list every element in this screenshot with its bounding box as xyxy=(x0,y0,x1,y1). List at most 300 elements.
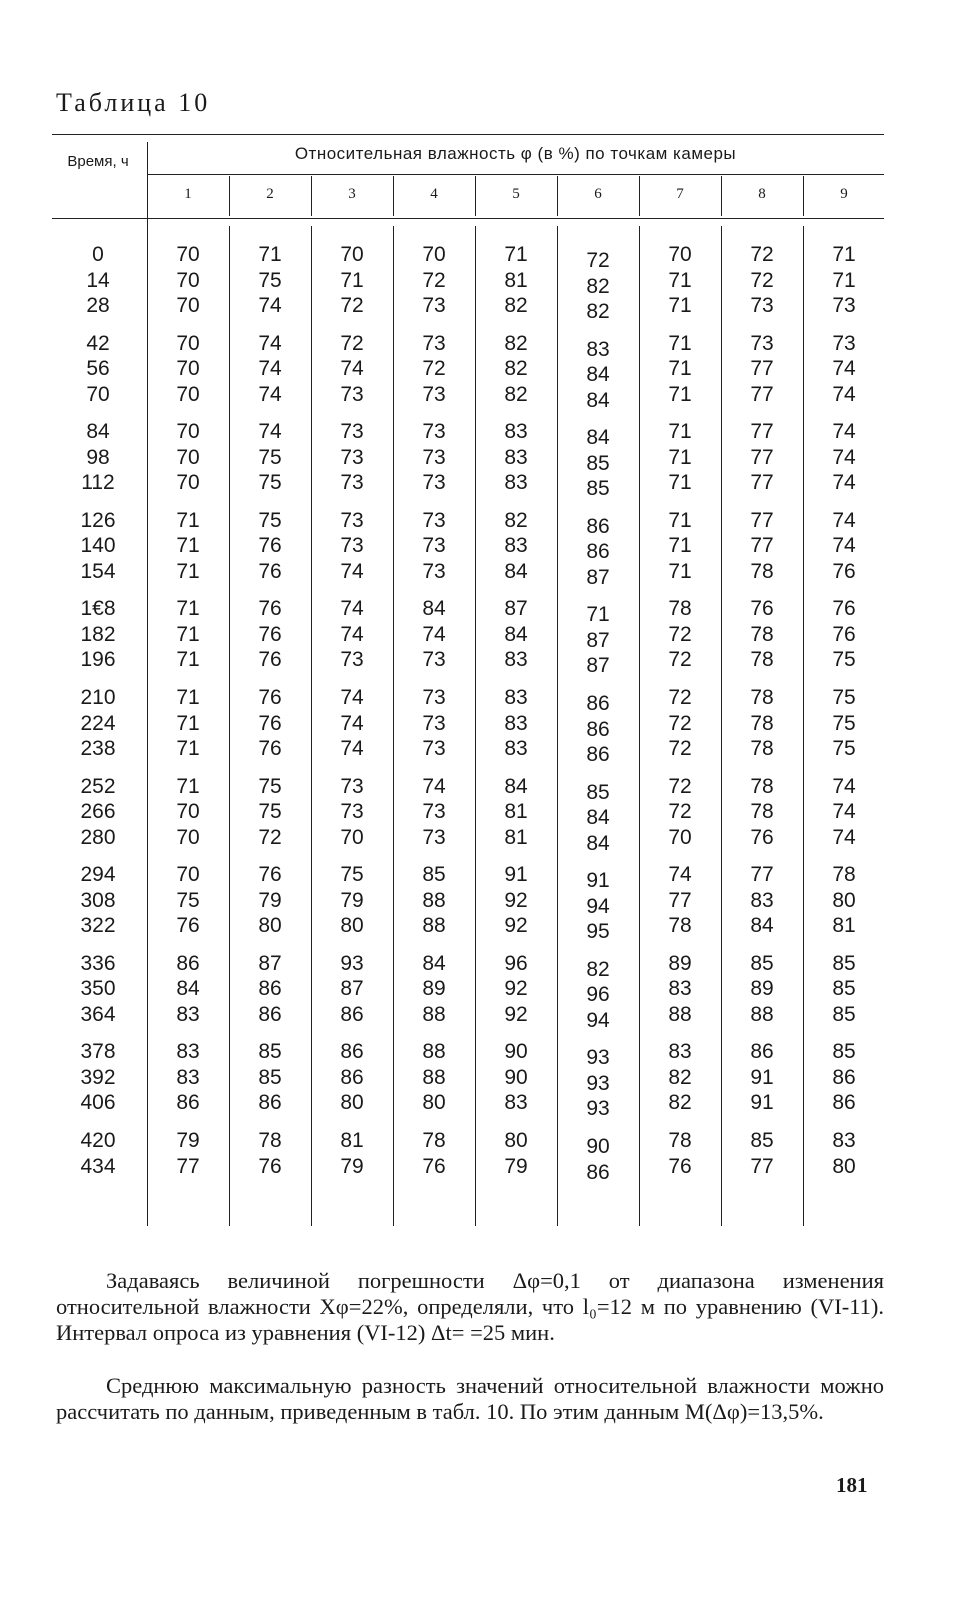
humidity-cell: 76 xyxy=(422,1154,446,1178)
humidity-cell: 86 xyxy=(258,977,282,1001)
humidity-cell: 84 xyxy=(422,597,446,621)
humidity-cell: 86 xyxy=(586,743,610,766)
time-cell: 1€8 xyxy=(80,597,116,621)
humidity-cell: 86 xyxy=(586,514,610,538)
humidity-cell: 71 xyxy=(586,603,610,627)
humidity-cell: 76 xyxy=(258,648,282,672)
humidity-cell: 74 xyxy=(340,686,364,709)
humidity-cell: 76 xyxy=(832,622,856,646)
humidity-cell: 83 xyxy=(504,648,528,672)
humidity-cell: 85 xyxy=(750,1129,774,1152)
time-cell: 308 xyxy=(80,888,116,912)
column-divider xyxy=(393,176,394,216)
humidity-cell: 93 xyxy=(586,1046,610,1070)
humidity-cell: 83 xyxy=(668,1040,692,1064)
humidity-cell: 77 xyxy=(750,357,774,381)
humidity-cell: 78 xyxy=(750,559,774,583)
humidity-cell: 94 xyxy=(586,1008,610,1032)
humidity-cell: 78 xyxy=(668,1129,692,1152)
humidity-cell: 70 xyxy=(176,382,200,406)
humidity-cell: 74 xyxy=(340,711,364,735)
humidity-cell: 78 xyxy=(668,597,692,621)
humidity-cell: 76 xyxy=(750,825,774,849)
humidity-cell: 86 xyxy=(586,1160,610,1184)
humidity-cell: 74 xyxy=(340,622,364,646)
time-cell: 70 xyxy=(86,382,110,406)
humidity-cell: 74 xyxy=(832,420,856,444)
humidity-cell: 70 xyxy=(422,243,446,266)
humidity-cell: 70 xyxy=(176,825,200,849)
humidity-cell: 74 xyxy=(340,559,364,583)
time-cell: 266 xyxy=(80,800,116,824)
humidity-cell: 79 xyxy=(504,1154,528,1178)
time-cell: 392 xyxy=(80,1065,116,1089)
humidity-cell: 73 xyxy=(422,534,446,558)
humidity-cell: 83 xyxy=(504,471,528,495)
humidity-cell: 74 xyxy=(832,774,856,798)
time-cell: 0 xyxy=(92,243,104,266)
humidity-cell: 73 xyxy=(422,445,446,469)
humidity-cell: 73 xyxy=(750,331,774,355)
humidity-cell: 70 xyxy=(340,243,364,266)
humidity-cell: 76 xyxy=(832,597,856,621)
humidity-cell: 86 xyxy=(258,1091,282,1115)
humidity-group-header: Относительная влажность φ (в %) по точкам камеры xyxy=(294,144,737,163)
humidity-cell: 86 xyxy=(586,540,610,564)
humidity-cell: 76 xyxy=(750,597,774,621)
humidity-cell: 88 xyxy=(422,1065,446,1089)
humidity-cell: 71 xyxy=(668,420,692,444)
humidity-cell: 78 xyxy=(750,711,774,735)
humidity-cell: 71 xyxy=(176,597,200,621)
humidity-cell: 89 xyxy=(750,977,774,1001)
humidity-cell: 82 xyxy=(504,508,528,532)
time-column-header: Время, ч xyxy=(67,153,129,170)
humidity-cell: 90 xyxy=(504,1040,528,1064)
humidity-cell: 72 xyxy=(668,686,692,709)
time-cell: 238 xyxy=(80,737,116,760)
humidity-cell: 75 xyxy=(258,800,282,824)
humidity-cell: 85 xyxy=(258,1065,282,1089)
humidity-cell: 78 xyxy=(750,774,774,798)
time-cell: 42 xyxy=(86,331,110,355)
humidity-cell: 74 xyxy=(340,737,364,760)
humidity-cell: 71 xyxy=(176,648,200,672)
table-caption: Таблица 10 xyxy=(56,88,211,117)
humidity-cell: 78 xyxy=(750,737,774,760)
humidity-cell: 86 xyxy=(832,1065,856,1089)
humidity-cell: 78 xyxy=(832,863,856,887)
humidity-cell: 77 xyxy=(750,471,774,495)
humidity-cell: 83 xyxy=(504,534,528,558)
humidity-cell: 71 xyxy=(340,268,364,292)
humidity-cell: 75 xyxy=(832,648,856,672)
time-cell: 56 xyxy=(86,357,110,381)
humidity-cell: 94 xyxy=(586,894,610,918)
column-number: 5 xyxy=(512,186,520,202)
humidity-cell: 71 xyxy=(176,711,200,735)
humidity-cell: 80 xyxy=(340,914,364,938)
humidity-cell: 72 xyxy=(750,268,774,292)
humidity-cell: 72 xyxy=(668,800,692,824)
time-cell: 182 xyxy=(80,622,116,646)
humidity-cell: 84 xyxy=(504,622,528,646)
humidity-cell: 83 xyxy=(586,337,610,361)
humidity-cell: 77 xyxy=(750,508,774,532)
humidity-cell: 87 xyxy=(586,654,610,678)
humidity-cell: 86 xyxy=(832,1091,856,1115)
column-divider xyxy=(557,176,558,216)
humidity-cell: 89 xyxy=(422,977,446,1001)
humidity-cell: 70 xyxy=(176,420,200,444)
humidity-cell: 92 xyxy=(504,1002,528,1026)
humidity-cell: 73 xyxy=(422,382,446,406)
time-cell: 350 xyxy=(80,977,116,1001)
humidity-cell: 75 xyxy=(258,774,282,798)
time-cell: 322 xyxy=(80,914,116,938)
humidity-cell: 91 xyxy=(586,869,610,893)
humidity-cell: 78 xyxy=(258,1129,282,1152)
humidity-cell: 84 xyxy=(586,806,610,830)
humidity-cell: 74 xyxy=(258,357,282,381)
humidity-cell: 85 xyxy=(586,477,610,501)
humidity-cell: 77 xyxy=(750,420,774,444)
humidity-cell: 80 xyxy=(832,1154,856,1178)
column-divider xyxy=(639,176,640,216)
humidity-cell: 73 xyxy=(340,382,364,406)
humidity-cell: 83 xyxy=(832,1129,856,1152)
humidity-cell: 70 xyxy=(176,800,200,824)
humidity-cell: 87 xyxy=(586,628,610,652)
time-cell: 420 xyxy=(80,1129,116,1152)
column-number: 8 xyxy=(758,186,766,202)
humidity-cell: 78 xyxy=(750,622,774,646)
time-cell: 434 xyxy=(80,1154,116,1178)
humidity-cell: 82 xyxy=(668,1091,692,1115)
humidity-cell: 71 xyxy=(668,382,692,406)
humidity-cell: 87 xyxy=(586,565,610,589)
humidity-cell: 82 xyxy=(586,957,610,981)
humidity-cell: 88 xyxy=(422,914,446,938)
humidity-cell: 77 xyxy=(750,534,774,558)
humidity-cell: 80 xyxy=(504,1129,528,1152)
humidity-cell: 71 xyxy=(668,471,692,495)
humidity-cell: 70 xyxy=(176,243,200,266)
humidity-cell: 83 xyxy=(504,686,528,709)
column-divider xyxy=(803,176,804,216)
humidity-cell: 73 xyxy=(340,534,364,558)
humidity-cell: 73 xyxy=(340,471,364,495)
humidity-cell: 73 xyxy=(422,648,446,672)
humidity-cell: 70 xyxy=(176,357,200,381)
humidity-cell: 75 xyxy=(832,711,856,735)
humidity-cell: 72 xyxy=(258,825,282,849)
humidity-cell: 85 xyxy=(750,951,774,975)
page-number: 181 xyxy=(836,1473,868,1497)
humidity-cell: 73 xyxy=(750,294,774,317)
table-top-rule xyxy=(52,134,884,135)
humidity-cell: 77 xyxy=(176,1154,200,1178)
humidity-cell: 79 xyxy=(340,1154,364,1178)
humidity-cell: 73 xyxy=(422,800,446,824)
humidity-cell: 80 xyxy=(340,1091,364,1115)
humidity-cell: 74 xyxy=(340,357,364,381)
humidity-cell: 85 xyxy=(832,1040,856,1064)
humidity-cell: 90 xyxy=(586,1135,610,1158)
humidity-cell: 71 xyxy=(832,268,856,292)
humidity-cell: 71 xyxy=(668,559,692,583)
humidity-cell: 86 xyxy=(258,1002,282,1026)
humidity-cell: 84 xyxy=(586,831,610,855)
humidity-cell: 74 xyxy=(832,508,856,532)
humidity-cell: 74 xyxy=(668,863,692,887)
humidity-cell: 76 xyxy=(258,534,282,558)
humidity-cell: 86 xyxy=(586,692,610,715)
humidity-cell: 79 xyxy=(176,1129,200,1152)
humidity-cell: 86 xyxy=(586,717,610,741)
humidity-cell: 75 xyxy=(258,508,282,532)
humidity-cell: 87 xyxy=(340,977,364,1001)
humidity-cell: 96 xyxy=(586,983,610,1007)
column-divider xyxy=(311,176,312,216)
humidity-cell: 72 xyxy=(422,268,446,292)
humidity-cell: 74 xyxy=(340,597,364,621)
humidity-cell: 75 xyxy=(258,268,282,292)
time-cell: 154 xyxy=(80,559,116,583)
time-cell: 140 xyxy=(80,534,116,558)
humidity-cell: 81 xyxy=(340,1129,364,1152)
humidity-cell: 92 xyxy=(504,888,528,912)
humidity-cell: 78 xyxy=(422,1129,446,1152)
humidity-cell: 88 xyxy=(422,1002,446,1026)
humidity-cell: 71 xyxy=(176,774,200,798)
humidity-cell: 91 xyxy=(750,1091,774,1115)
humidity-cell: 73 xyxy=(422,737,446,760)
subheader-rule xyxy=(147,174,884,175)
humidity-cell: 86 xyxy=(340,1040,364,1064)
humidity-cell: 82 xyxy=(586,300,610,323)
humidity-cell: 73 xyxy=(340,445,364,469)
column-divider xyxy=(229,176,230,216)
humidity-cell: 75 xyxy=(176,888,200,912)
humidity-cell: 81 xyxy=(504,800,528,824)
time-cell: 196 xyxy=(80,648,116,672)
humidity-cell: 84 xyxy=(504,559,528,583)
humidity-cell: 74 xyxy=(832,825,856,849)
humidity-cell: 73 xyxy=(832,294,856,317)
humidity-cell: 73 xyxy=(422,508,446,532)
humidity-cell: 93 xyxy=(340,951,364,975)
column-number: 2 xyxy=(266,186,274,202)
column-divider xyxy=(475,176,476,216)
humidity-cell: 70 xyxy=(340,825,364,849)
humidity-cell: 87 xyxy=(504,597,528,621)
humidity-cell: 81 xyxy=(832,914,856,938)
humidity-cell: 74 xyxy=(258,294,282,317)
time-cell: 210 xyxy=(80,686,116,709)
time-cell: 364 xyxy=(80,1002,116,1026)
humidity-cell: 85 xyxy=(586,451,610,475)
humidity-cell: 93 xyxy=(586,1097,610,1121)
humidity-cell: 76 xyxy=(258,1154,282,1178)
humidity-cell: 82 xyxy=(668,1065,692,1089)
humidity-cell: 74 xyxy=(258,420,282,444)
humidity-cell: 70 xyxy=(176,863,200,887)
humidity-cell: 82 xyxy=(586,274,610,298)
humidity-cell: 71 xyxy=(832,243,856,266)
header-bottom-rule xyxy=(52,218,884,219)
time-cell: 28 xyxy=(86,294,110,317)
humidity-cell: 73 xyxy=(422,711,446,735)
humidity-cell: 83 xyxy=(504,420,528,444)
time-cell: 280 xyxy=(80,825,116,849)
humidity-cell: 89 xyxy=(668,951,692,975)
humidity-cell: 73 xyxy=(832,331,856,355)
humidity-cell: 73 xyxy=(340,648,364,672)
humidity-cell: 85 xyxy=(422,863,446,887)
humidity-cell: 80 xyxy=(422,1091,446,1115)
humidity-cell: 71 xyxy=(668,294,692,317)
humidity-cell: 84 xyxy=(422,951,446,975)
humidity-cell: 92 xyxy=(504,914,528,938)
humidity-cell: 77 xyxy=(668,888,692,912)
humidity-cell: 88 xyxy=(422,888,446,912)
humidity-cell: 76 xyxy=(176,914,200,938)
humidity-cell: 73 xyxy=(422,825,446,849)
humidity-cell: 83 xyxy=(176,1002,200,1026)
humidity-cell: 75 xyxy=(258,445,282,469)
humidity-cell: 70 xyxy=(176,471,200,495)
humidity-cell: 73 xyxy=(340,774,364,798)
humidity-cell: 72 xyxy=(340,294,364,317)
humidity-cell: 70 xyxy=(176,294,200,317)
humidity-cell: 83 xyxy=(668,977,692,1001)
time-cell: 98 xyxy=(86,445,110,469)
column-number: 1 xyxy=(184,186,192,202)
humidity-cell: 74 xyxy=(422,622,446,646)
humidity-cell: 74 xyxy=(258,331,282,355)
humidity-cell: 77 xyxy=(750,1154,774,1178)
humidity-cell: 71 xyxy=(176,508,200,532)
humidity-cell: 78 xyxy=(668,914,692,938)
time-cell: 112 xyxy=(81,471,115,495)
humidity-cell: 75 xyxy=(832,686,856,709)
time-cell: 126 xyxy=(80,508,116,532)
humidity-cell: 72 xyxy=(422,357,446,381)
humidity-cell: 75 xyxy=(258,471,282,495)
humidity-cell: 91 xyxy=(504,863,528,887)
humidity-cell: 72 xyxy=(586,249,610,272)
humidity-cell: 86 xyxy=(176,1091,200,1115)
humidity-cell: 72 xyxy=(668,622,692,646)
humidity-cell: 76 xyxy=(258,737,282,760)
humidity-cell: 73 xyxy=(422,331,446,355)
time-cell: 14 xyxy=(86,268,110,292)
humidity-cell: 76 xyxy=(258,559,282,583)
humidity-cell: 76 xyxy=(668,1154,692,1178)
column-number: 6 xyxy=(594,186,602,202)
humidity-cell: 84 xyxy=(504,774,528,798)
humidity-cell: 96 xyxy=(504,951,528,975)
humidity-cell: 78 xyxy=(750,800,774,824)
paragraph-mean-difference: Среднюю максимальную разность значений относительной влажности можно рассчитать по данным, приведенным в табл. 10. По этим данным M(Δφ)=13,5%. xyxy=(56,1373,884,1424)
humidity-cell: 74 xyxy=(832,471,856,495)
humidity-cell: 77 xyxy=(750,445,774,469)
humidity-cell: 86 xyxy=(750,1040,774,1064)
humidity-cell: 83 xyxy=(504,1091,528,1115)
humidity-cell: 90 xyxy=(504,1065,528,1089)
humidity-cell: 72 xyxy=(668,711,692,735)
humidity-cell: 70 xyxy=(668,243,692,266)
humidity-cell: 83 xyxy=(504,711,528,735)
humidity-cell: 72 xyxy=(340,331,364,355)
humidity-cell: 76 xyxy=(258,711,282,735)
humidity-cell: 85 xyxy=(832,951,856,975)
time-cell: 406 xyxy=(80,1091,116,1115)
humidity-cell: 74 xyxy=(832,357,856,381)
paragraph-error-interval: Задаваясь величиной погрешности Δφ=0,1 от диапазона изменения относительной влажности Xφ=22%, определяли, что l₀=12 м по уравнению (VI-11). Интервал опроса из уравнения (VI-12) Δt= =25 мин. xyxy=(56,1268,884,1345)
humidity-cell: 80 xyxy=(258,914,282,938)
column-number: 3 xyxy=(348,186,356,202)
humidity-cell: 82 xyxy=(504,294,528,317)
humidity-cell: 91 xyxy=(750,1065,774,1089)
humidity-cell: 70 xyxy=(176,331,200,355)
humidity-cell: 83 xyxy=(176,1040,200,1064)
humidity-cell: 92 xyxy=(504,977,528,1001)
humidity-cell: 74 xyxy=(832,445,856,469)
humidity-cell: 85 xyxy=(832,1002,856,1026)
humidity-cell: 71 xyxy=(668,445,692,469)
humidity-cell: 82 xyxy=(504,357,528,381)
column-divider xyxy=(721,176,722,216)
humidity-cell: 73 xyxy=(340,508,364,532)
data-table xyxy=(52,134,884,1226)
time-cell: 378 xyxy=(80,1040,116,1064)
humidity-cell: 70 xyxy=(176,445,200,469)
column-number: 9 xyxy=(840,186,848,202)
humidity-cell: 77 xyxy=(750,382,774,406)
column-number: 7 xyxy=(676,186,684,202)
humidity-cell: 73 xyxy=(422,294,446,317)
humidity-cell: 76 xyxy=(258,597,282,621)
humidity-cell: 84 xyxy=(176,977,200,1001)
humidity-cell: 95 xyxy=(586,920,610,944)
humidity-cell: 84 xyxy=(586,363,610,387)
humidity-cell: 73 xyxy=(340,800,364,824)
column-number: 4 xyxy=(430,186,438,202)
humidity-cell: 83 xyxy=(750,888,774,912)
time-cell: 252 xyxy=(80,774,116,798)
humidity-cell: 73 xyxy=(422,559,446,583)
humidity-cell: 78 xyxy=(750,648,774,672)
humidity-cell: 74 xyxy=(422,774,446,798)
time-cell: 224 xyxy=(80,711,116,735)
humidity-cell: 71 xyxy=(668,534,692,558)
humidity-cell: 85 xyxy=(586,780,610,804)
humidity-cell: 71 xyxy=(176,686,200,709)
humidity-cell: 74 xyxy=(832,534,856,558)
humidity-cell: 71 xyxy=(176,534,200,558)
humidity-cell: 75 xyxy=(340,863,364,887)
humidity-cell: 76 xyxy=(258,686,282,709)
humidity-cell: 71 xyxy=(668,508,692,532)
humidity-cell: 84 xyxy=(750,914,774,938)
humidity-cell: 74 xyxy=(832,382,856,406)
humidity-cell: 83 xyxy=(504,445,528,469)
humidity-cell: 93 xyxy=(586,1071,610,1095)
humidity-cell: 70 xyxy=(668,825,692,849)
humidity-cell: 71 xyxy=(668,331,692,355)
